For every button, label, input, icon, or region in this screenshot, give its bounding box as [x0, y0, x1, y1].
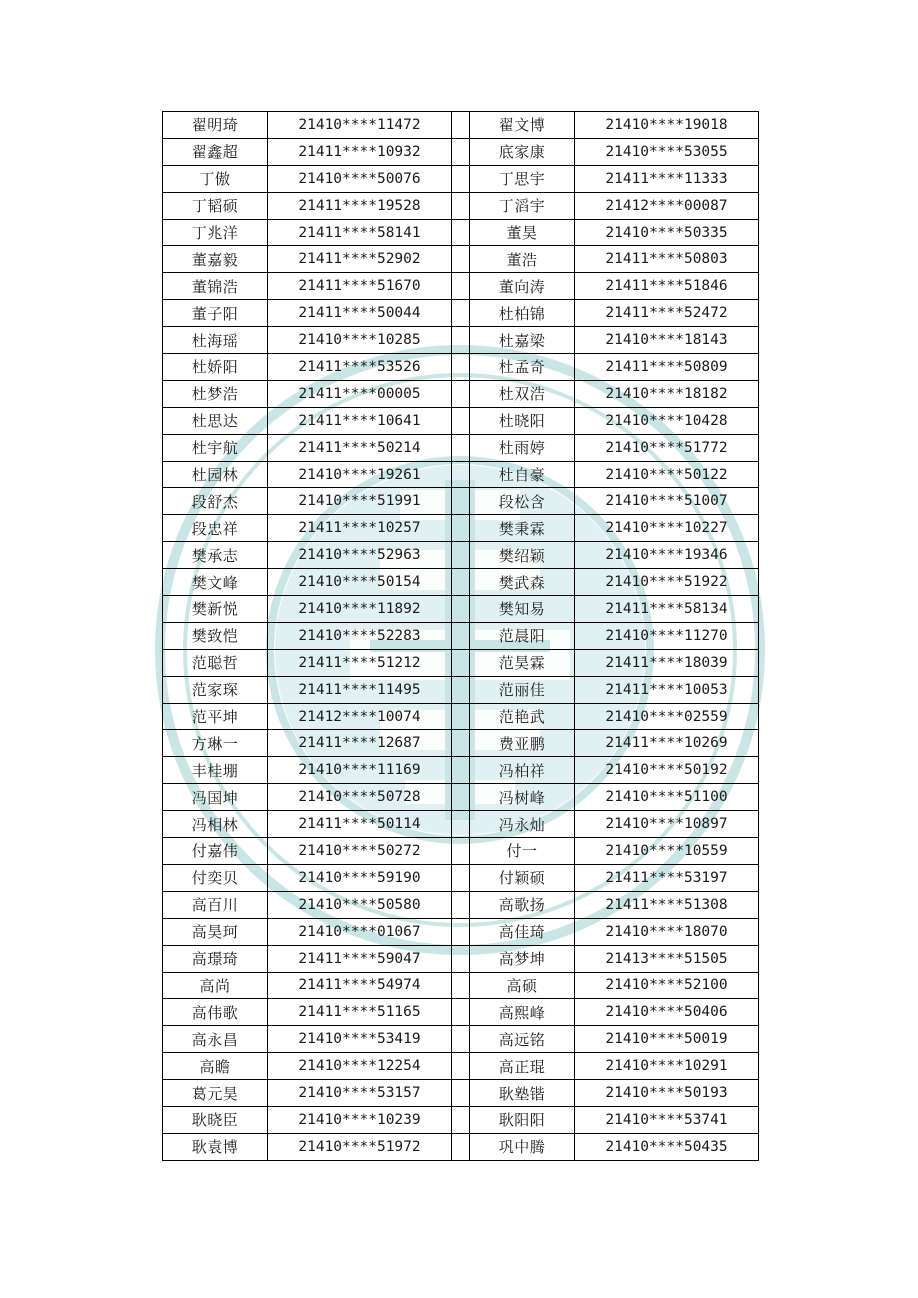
- left-name-cell: 樊承志: [163, 542, 268, 569]
- right-name-cell: 樊知易: [470, 596, 575, 623]
- column-gap-cell: [452, 649, 470, 676]
- column-gap-cell: [452, 784, 470, 811]
- right-name-cell: 樊武森: [470, 569, 575, 596]
- left-id-cell: 21411****19528: [268, 192, 452, 219]
- roster-row: [163, 569, 759, 596]
- student-roster-table: [162, 111, 759, 1161]
- left-name-cell: 付奕贝: [163, 864, 268, 891]
- column-gap-cell: [452, 945, 470, 972]
- left-id-cell: 21410****50580: [268, 891, 452, 918]
- column-gap-cell: [452, 112, 470, 139]
- right-name-cell: 董昊: [470, 219, 575, 246]
- roster-row: [163, 703, 759, 730]
- left-id-cell: 21410****50272: [268, 838, 452, 865]
- right-name-cell: 耿塾锴: [470, 1080, 575, 1107]
- right-id-cell: 21411****50803: [575, 246, 759, 273]
- roster-row: [163, 273, 759, 300]
- left-name-cell: 樊致恺: [163, 622, 268, 649]
- left-name-cell: 高瞻: [163, 1053, 268, 1080]
- left-id-cell: 21410****51991: [268, 488, 452, 515]
- right-id-cell: 21410****10291: [575, 1053, 759, 1080]
- right-id-cell: 21410****50193: [575, 1080, 759, 1107]
- right-id-cell: 21410****50019: [575, 1026, 759, 1053]
- column-gap-cell: [452, 676, 470, 703]
- column-gap-cell: [452, 219, 470, 246]
- left-name-cell: 段舒杰: [163, 488, 268, 515]
- column-gap-cell: [452, 918, 470, 945]
- left-id-cell: 21410****53419: [268, 1026, 452, 1053]
- right-name-cell: 董向涛: [470, 273, 575, 300]
- right-id-cell: 21410****02559: [575, 703, 759, 730]
- roster-row: [163, 972, 759, 999]
- roster-row: [163, 165, 759, 192]
- right-name-cell: 冯树峰: [470, 784, 575, 811]
- right-id-cell: 21411****10053: [575, 676, 759, 703]
- right-name-cell: 樊绍颖: [470, 542, 575, 569]
- roster-body: [163, 112, 759, 1161]
- roster-row: [163, 649, 759, 676]
- roster-row: [163, 219, 759, 246]
- left-id-cell: 21410****50728: [268, 784, 452, 811]
- roster-row: [163, 354, 759, 381]
- roster-row: [163, 676, 759, 703]
- column-gap-cell: [452, 542, 470, 569]
- roster-row: [163, 380, 759, 407]
- left-name-cell: 范平坤: [163, 703, 268, 730]
- left-name-cell: 丁韬硕: [163, 192, 268, 219]
- column-gap-cell: [452, 461, 470, 488]
- left-id-cell: 21411****50214: [268, 434, 452, 461]
- column-gap-cell: [452, 972, 470, 999]
- left-name-cell: 杜思达: [163, 407, 268, 434]
- right-name-cell: 段松含: [470, 488, 575, 515]
- right-id-cell: 21410****51100: [575, 784, 759, 811]
- column-gap-cell: [452, 1026, 470, 1053]
- left-id-cell: 21410****19261: [268, 461, 452, 488]
- column-gap-cell: [452, 596, 470, 623]
- left-id-cell: 21411****50114: [268, 811, 452, 838]
- column-gap-cell: [452, 1133, 470, 1160]
- right-name-cell: 高硕: [470, 972, 575, 999]
- left-id-cell: 21410****52283: [268, 622, 452, 649]
- right-id-cell: 21411****58134: [575, 596, 759, 623]
- right-id-cell: 21410****10559: [575, 838, 759, 865]
- column-gap-cell: [452, 838, 470, 865]
- left-name-cell: 杜梦浩: [163, 380, 268, 407]
- left-name-cell: 高百川: [163, 891, 268, 918]
- right-name-cell: 翟文博: [470, 112, 575, 139]
- right-id-cell: 21410****50335: [575, 219, 759, 246]
- right-name-cell: 丁思宇: [470, 165, 575, 192]
- roster-row: [163, 327, 759, 354]
- right-name-cell: 杜柏锦: [470, 300, 575, 327]
- roster-row: [163, 757, 759, 784]
- left-id-cell: 21411****51670: [268, 273, 452, 300]
- right-name-cell: 杜双浩: [470, 380, 575, 407]
- left-name-cell: 范家琛: [163, 676, 268, 703]
- left-name-cell: 董嘉毅: [163, 246, 268, 273]
- column-gap-cell: [452, 864, 470, 891]
- right-id-cell: 21410****18070: [575, 918, 759, 945]
- column-gap-cell: [452, 1080, 470, 1107]
- left-id-cell: 21410****01067: [268, 918, 452, 945]
- roster-row: [163, 138, 759, 165]
- right-name-cell: 巩中腾: [470, 1133, 575, 1160]
- right-name-cell: 范艳武: [470, 703, 575, 730]
- left-name-cell: 樊新悦: [163, 596, 268, 623]
- right-name-cell: 樊秉霖: [470, 515, 575, 542]
- column-gap-cell: [452, 380, 470, 407]
- left-id-cell: 21411****52902: [268, 246, 452, 273]
- right-id-cell: 21410****50122: [575, 461, 759, 488]
- left-name-cell: 高璟琦: [163, 945, 268, 972]
- left-name-cell: 冯相林: [163, 811, 268, 838]
- right-id-cell: 21410****18143: [575, 327, 759, 354]
- right-id-cell: 21411****50809: [575, 354, 759, 381]
- right-name-cell: 杜孟奇: [470, 354, 575, 381]
- column-gap-cell: [452, 999, 470, 1026]
- right-id-cell: 21410****50435: [575, 1133, 759, 1160]
- roster-row: [163, 192, 759, 219]
- left-id-cell: 21410****10285: [268, 327, 452, 354]
- roster-row: [163, 811, 759, 838]
- left-name-cell: 丁傲: [163, 165, 268, 192]
- left-id-cell: 21411****58141: [268, 219, 452, 246]
- right-name-cell: 杜嘉梁: [470, 327, 575, 354]
- roster-row: [163, 246, 759, 273]
- left-name-cell: 付嘉伟: [163, 838, 268, 865]
- column-gap-cell: [452, 434, 470, 461]
- column-gap-cell: [452, 327, 470, 354]
- right-id-cell: 21410****50406: [575, 999, 759, 1026]
- left-name-cell: 丁兆洋: [163, 219, 268, 246]
- right-name-cell: 高熙峰: [470, 999, 575, 1026]
- left-id-cell: 21411****53526: [268, 354, 452, 381]
- right-name-cell: 费亚鹏: [470, 730, 575, 757]
- right-id-cell: 21411****11333: [575, 165, 759, 192]
- left-name-cell: 高尚: [163, 972, 268, 999]
- column-gap-cell: [452, 246, 470, 273]
- roster-row: [163, 515, 759, 542]
- right-name-cell: 冯柏祥: [470, 757, 575, 784]
- left-name-cell: 丰桂堋: [163, 757, 268, 784]
- roster-row: [163, 300, 759, 327]
- left-id-cell: 21410****12254: [268, 1053, 452, 1080]
- right-id-cell: 21410****51772: [575, 434, 759, 461]
- right-id-cell: 21410****10227: [575, 515, 759, 542]
- left-id-cell: 21410****50076: [268, 165, 452, 192]
- roster-row: [163, 864, 759, 891]
- right-id-cell: 21410****51922: [575, 569, 759, 596]
- left-name-cell: 高永昌: [163, 1026, 268, 1053]
- left-name-cell: 杜娇阳: [163, 354, 268, 381]
- left-id-cell: 21410****53157: [268, 1080, 452, 1107]
- right-id-cell: 21410****10897: [575, 811, 759, 838]
- column-gap-cell: [452, 273, 470, 300]
- left-id-cell: 21411****10257: [268, 515, 452, 542]
- right-id-cell: 21413****51505: [575, 945, 759, 972]
- right-name-cell: 范晨阳: [470, 622, 575, 649]
- left-id-cell: 21410****11169: [268, 757, 452, 784]
- left-name-cell: 耿晓臣: [163, 1106, 268, 1133]
- left-id-cell: 21411****11495: [268, 676, 452, 703]
- right-name-cell: 董浩: [470, 246, 575, 273]
- left-name-cell: 方琳一: [163, 730, 268, 757]
- left-id-cell: 21411****51212: [268, 649, 452, 676]
- left-id-cell: 21411****00005: [268, 380, 452, 407]
- right-id-cell: 21411****53197: [575, 864, 759, 891]
- left-id-cell: 21411****10932: [268, 138, 452, 165]
- left-name-cell: 翟鑫超: [163, 138, 268, 165]
- column-gap-cell: [452, 488, 470, 515]
- column-gap-cell: [452, 515, 470, 542]
- column-gap-cell: [452, 703, 470, 730]
- left-name-cell: 杜宇航: [163, 434, 268, 461]
- column-gap-cell: [452, 165, 470, 192]
- column-gap-cell: [452, 138, 470, 165]
- column-gap-cell: [452, 300, 470, 327]
- column-gap-cell: [452, 622, 470, 649]
- column-gap-cell: [452, 811, 470, 838]
- roster-row: [163, 488, 759, 515]
- right-id-cell: 21412****00087: [575, 192, 759, 219]
- right-name-cell: 范昊霖: [470, 649, 575, 676]
- left-name-cell: 冯国坤: [163, 784, 268, 811]
- right-id-cell: 21410****19018: [575, 112, 759, 139]
- roster-row: [163, 1053, 759, 1080]
- left-id-cell: 21411****51165: [268, 999, 452, 1026]
- right-id-cell: 21410****52100: [575, 972, 759, 999]
- roster-row: [163, 730, 759, 757]
- left-name-cell: 翟明琦: [163, 112, 268, 139]
- left-name-cell: 葛元昊: [163, 1080, 268, 1107]
- right-id-cell: 21411****51846: [575, 273, 759, 300]
- left-name-cell: 樊文峰: [163, 569, 268, 596]
- roster-row: [163, 945, 759, 972]
- right-id-cell: 21411****10269: [575, 730, 759, 757]
- roster-row: [163, 407, 759, 434]
- left-id-cell: 21411****50044: [268, 300, 452, 327]
- right-id-cell: 21410****53741: [575, 1106, 759, 1133]
- right-id-cell: 21410****18182: [575, 380, 759, 407]
- right-id-cell: 21410****11270: [575, 622, 759, 649]
- right-name-cell: 丁滔宇: [470, 192, 575, 219]
- column-gap-cell: [452, 757, 470, 784]
- left-id-cell: 21411****12687: [268, 730, 452, 757]
- right-name-cell: 高佳琦: [470, 918, 575, 945]
- right-name-cell: 高梦坤: [470, 945, 575, 972]
- left-name-cell: 杜海瑶: [163, 327, 268, 354]
- column-gap-cell: [452, 569, 470, 596]
- roster-row: [163, 596, 759, 623]
- roster-row: [163, 918, 759, 945]
- roster-row: [163, 1106, 759, 1133]
- right-id-cell: 21411****52472: [575, 300, 759, 327]
- left-id-cell: 21412****10074: [268, 703, 452, 730]
- column-gap-cell: [452, 730, 470, 757]
- roster-row: [163, 999, 759, 1026]
- right-name-cell: 范丽佳: [470, 676, 575, 703]
- left-id-cell: 21410****11472: [268, 112, 452, 139]
- right-id-cell: 21411****51308: [575, 891, 759, 918]
- right-name-cell: 高远铭: [470, 1026, 575, 1053]
- column-gap-cell: [452, 407, 470, 434]
- right-id-cell: 21410****50192: [575, 757, 759, 784]
- left-id-cell: 21410****11892: [268, 596, 452, 623]
- right-name-cell: 付一: [470, 838, 575, 865]
- roster-row: [163, 622, 759, 649]
- left-name-cell: 高伟歌: [163, 999, 268, 1026]
- left-id-cell: 21410****10239: [268, 1106, 452, 1133]
- left-id-cell: 21410****50154: [268, 569, 452, 596]
- roster-row: [163, 891, 759, 918]
- roster-row: [163, 434, 759, 461]
- left-id-cell: 21410****52963: [268, 542, 452, 569]
- left-id-cell: 21411****54974: [268, 972, 452, 999]
- roster-row: [163, 112, 759, 139]
- left-name-cell: 董锦浩: [163, 273, 268, 300]
- right-name-cell: 高歌扬: [470, 891, 575, 918]
- left-name-cell: 范聪哲: [163, 649, 268, 676]
- roster-row: [163, 461, 759, 488]
- right-name-cell: 付颖硕: [470, 864, 575, 891]
- roster-row: [163, 542, 759, 569]
- right-name-cell: 杜自豪: [470, 461, 575, 488]
- right-name-cell: 杜晓阳: [470, 407, 575, 434]
- right-name-cell: 杜雨婷: [470, 434, 575, 461]
- left-id-cell: 21411****59047: [268, 945, 452, 972]
- left-name-cell: 杜园林: [163, 461, 268, 488]
- right-id-cell: 21410****19346: [575, 542, 759, 569]
- left-id-cell: 21411****10641: [268, 407, 452, 434]
- roster-row: [163, 1080, 759, 1107]
- column-gap-cell: [452, 192, 470, 219]
- left-name-cell: 高昊珂: [163, 918, 268, 945]
- left-id-cell: 21410****59190: [268, 864, 452, 891]
- right-id-cell: 21410****51007: [575, 488, 759, 515]
- right-id-cell: 21410****10428: [575, 407, 759, 434]
- roster-row: [163, 784, 759, 811]
- right-id-cell: 21411****18039: [575, 649, 759, 676]
- left-name-cell: 段忠祥: [163, 515, 268, 542]
- column-gap-cell: [452, 354, 470, 381]
- roster-row: [163, 838, 759, 865]
- right-name-cell: 耿阳阳: [470, 1106, 575, 1133]
- column-gap-cell: [452, 891, 470, 918]
- column-gap-cell: [452, 1053, 470, 1080]
- column-gap-cell: [452, 1106, 470, 1133]
- roster-row: [163, 1026, 759, 1053]
- left-name-cell: 耿袁博: [163, 1133, 268, 1160]
- right-name-cell: 冯永灿: [470, 811, 575, 838]
- left-id-cell: 21410****51972: [268, 1133, 452, 1160]
- left-name-cell: 董子阳: [163, 300, 268, 327]
- right-id-cell: 21410****53055: [575, 138, 759, 165]
- right-name-cell: 底家康: [470, 138, 575, 165]
- roster-row: [163, 1133, 759, 1160]
- right-name-cell: 高正琨: [470, 1053, 575, 1080]
